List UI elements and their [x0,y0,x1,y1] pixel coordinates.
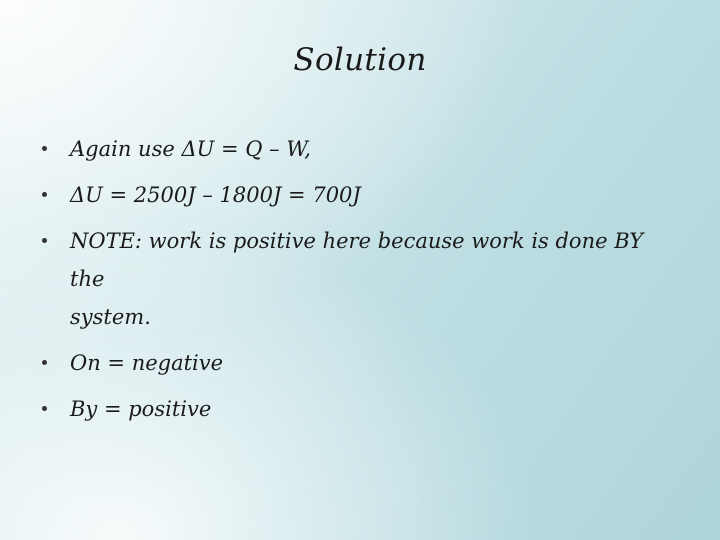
bullet-dot-icon [42,360,47,365]
bullet-item [40,130,680,168]
bullet-item [40,176,680,214]
slide-title: Solution [293,42,427,78]
bullet-dot-icon [42,406,47,411]
bullet-text: NOTE: work is positive here because work is done BY the [70,229,644,291]
bullet-text-continuation: system. [70,305,151,329]
bullet-text: On = negative [70,351,224,375]
bullet-text: Again use ΔU = Q – W, [70,137,311,161]
bullet-text: ΔU = 2500J – 1800J = 700J [70,183,361,207]
bullet-dot-icon [42,146,47,151]
bullet-item [40,344,680,382]
bullet-dot-icon [42,238,47,243]
bullet-dot-icon [42,192,47,197]
bullet-text: By = positive [70,397,212,421]
bullet-item [40,390,680,428]
bullet-item [40,222,680,336]
bullet-list [40,130,680,436]
